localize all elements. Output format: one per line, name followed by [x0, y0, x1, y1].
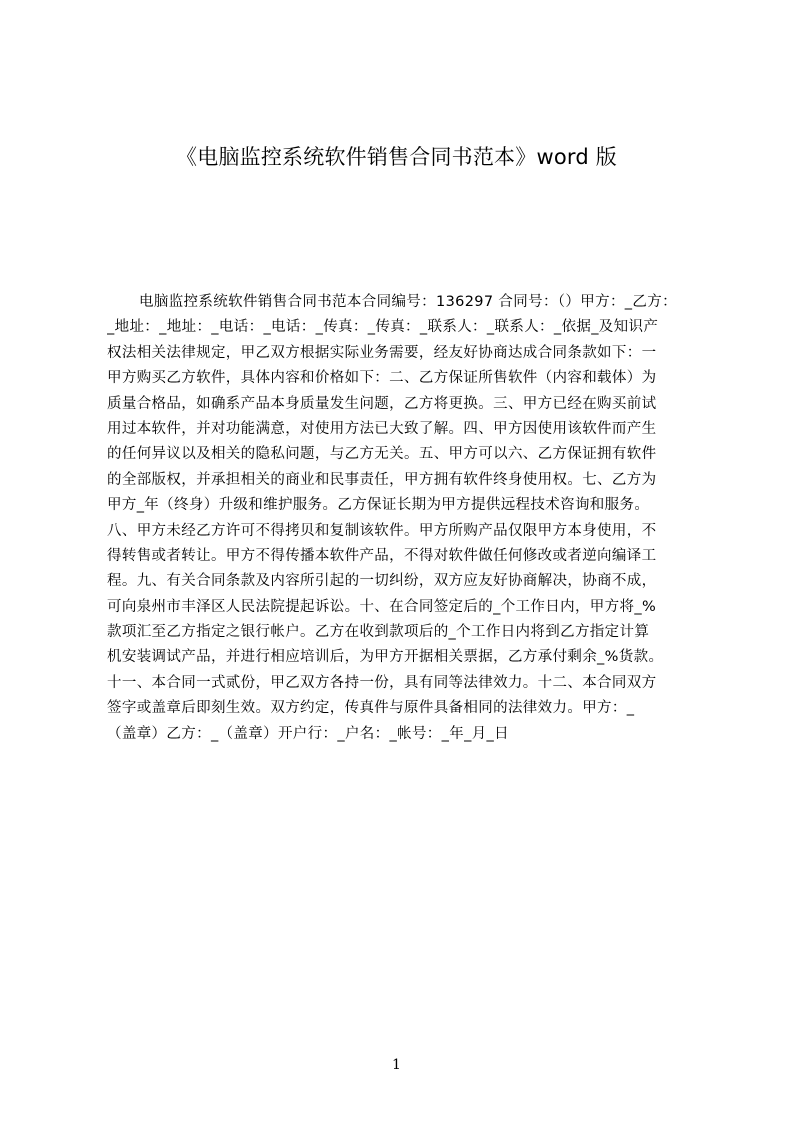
body-line: 电脑监控系统软件销售合同书范本合同编号：136297 合同号：（）甲方：_乙方： — [139, 294, 677, 310]
page-number: 1 — [392, 1057, 401, 1073]
body-line: 用过本软件，并对功能满意，对使用方法已大致了解。四、甲方因使用该软件而产生 — [107, 420, 657, 437]
body-line: 质量合格品，如确系产品本身质量发生问题，乙方将更换。三、甲方已经在购买前试 — [107, 395, 657, 412]
body-line: 的全部版权，并承担相关的商业和民事责任，甲方拥有软件终身使用权。七、乙方为 — [107, 471, 657, 488]
body-line: 签字或盖章后即刻生效。双方约定，传真件与原件具备相同的法律效力。甲方：_ — [107, 700, 635, 717]
body-line: 程。九、有关合同条款及内容所引起的一切纠纷，双方应友好协商解决，协商不成， — [107, 573, 657, 590]
body-line: 可向泉州市丰泽区人民法院提起诉讼。十、在合同签定后的_个工作日内，甲方将_% — [107, 598, 657, 615]
body-line: 得转售或者转让。甲方不得传播本软件产品，不得对软件做任何修改或者逆向编译工 — [107, 547, 657, 564]
body-line: 八、甲方未经乙方许可不得拷贝和复制该软件。甲方所购产品仅限甲方本身使用，不 — [107, 522, 657, 539]
document-title: 《电脑监控系统软件销售合同书范本》word 版 — [176, 145, 617, 169]
body-line: 甲方_年（终身）升级和维护服务。乙方保证长期为甲方提供远程技术咨询和服务。 — [107, 497, 650, 514]
body-line: 款项汇至乙方指定之银行帐户。乙方在收到款项后的_个工作日内将到乙方指定计算 — [107, 624, 650, 641]
body-line: （盖章）乙方：_（盖章）开户行：_户名：_帐号：_年_月_日 — [107, 725, 509, 742]
body-line: 十一、本合同一式贰份，甲乙双方各持一份，具有同等法律效力。十二、本合同双方 — [107, 674, 657, 691]
body-line: _地址：_地址：_电话：_电话：_传真：_传真：_联系人：_联系人：_依据_及知识产 — [107, 319, 659, 336]
contract-body — [107, 290, 699, 747]
body-line: 权法相关法律规定，甲乙双方根据实际业务需要，经友好协商达成合同条款如下：一 — [107, 344, 657, 361]
body-line: 甲方购买乙方软件，具体内容和价格如下：二、乙方保证所售软件（内容和载体）为 — [107, 370, 657, 387]
body-line: 的任何异议以及相关的隐私问题，与乙方无关。五、甲方可以六、乙方保证拥有软件 — [107, 446, 657, 463]
body-line: 机安装调试产品，并进行相应培训后，为甲方开据相关票据，乙方承付剩余_%货款。 — [107, 649, 664, 666]
